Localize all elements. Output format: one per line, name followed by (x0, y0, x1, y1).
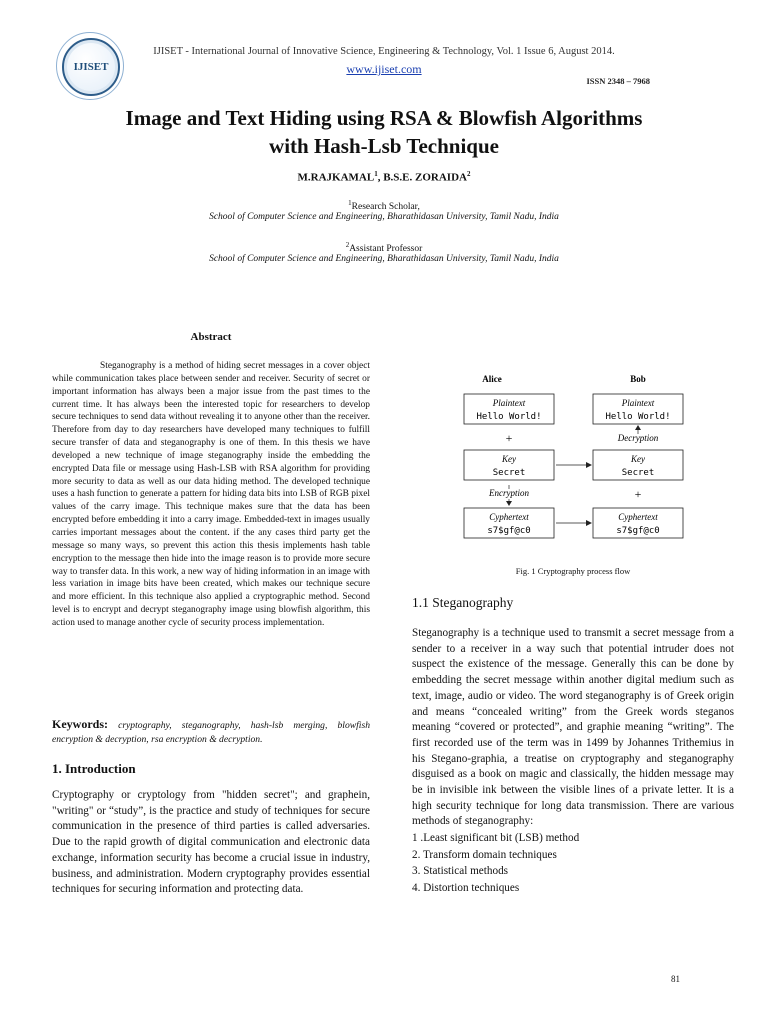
alice-key-label: Key (502, 454, 516, 464)
alice-cipher-value: s7$gf@c0 (487, 526, 531, 536)
paper-title-line2: with Hash-Lsb Technique (269, 134, 499, 158)
authors (0, 170, 768, 184)
cipher-arrowhead (586, 520, 592, 526)
affiliation-1-institution (0, 210, 768, 224)
abstract-body: Steganography is a method of hiding secret messages in a cover object while communication takes place between sender and receiver. Security of secret or important information has always been a major issue from the past times to the current time. It has always been the interested topic for researchers to develop secure techniques to send data without revealing it to anyone other than the receiver. Therefore from day to day researchers have developed many techniques to fulfill secure transfer of data and steganography is one of them. In this thesis we have developed a new technique of image steganography inside the embedding the encrypted Data file or message using Hash-LSB with RSA algorithm for providing more security to data as well as our data hiding method. The developed technique uses a hash function to generate a pattern for hiding data bits into LSB of RGB pixel values of the carry image. This technique makes sure that the data has been encrypted before embedding it into a carry image. Embedded-text in images usually carries important messages about the content. if the any cases third party get the message so many ways, so prevent this action this thesis implements hash table encryption to the message then hide into the image reason is to provide more secure way to transfer data. In this work, a new way of hiding information in an image with less variation in image bits have been created, which makes our technique secure and more efficient. In this technique also applied a cryptographic method. Second level is to encrypt and decrypt steganography image using blowfish algorithm, this action used to manage another cycle of security process implementation. (52, 361, 370, 628)
bob-key-value: Secret (621, 468, 655, 478)
stego-method-2: 2. Transform domain techniques (412, 848, 557, 861)
logo-text: IJISET (73, 61, 109, 73)
decryption-arrowhead (635, 425, 641, 430)
affiliation-2-institution (0, 252, 768, 266)
aff-2-role-text: Assistant Professor (349, 244, 423, 255)
alice-plus-sign: + (505, 431, 513, 445)
keywords-paragraph (52, 717, 370, 747)
journal-line: IJISET - International Journal of Innovative Science, Engineering & Technology, Vol. 1 Issue 6, August 2014. (153, 46, 615, 57)
stego-method-3: 3. Statistical methods (412, 865, 509, 878)
intro-body: Cryptography or cryptology from "hidden secret"; and graphein, "writing" or “study”, is the practice and study of techniques for secure communication in the presence of third parties is called adversaries. Due to the rapid growth of digital communication and electronic data exchange, information security has become a crucial issue in industry, business, and administration. Modern cryptography provides essential techniques for securing information and protecting data. (52, 789, 370, 896)
journal-website-link[interactable]: www.ijiset.com (346, 62, 422, 76)
keywords-text: cryptography, steganography, hash-lsb merging, blowfish encryption & decryption, rsa encryption & decryption. (52, 720, 370, 745)
bob-key-label: Key (631, 454, 645, 464)
author-2: , B.S.E. ZORAIDA (377, 171, 467, 184)
aff-1-role-text: Research Scholar, (351, 202, 420, 213)
alice-key-value: Secret (492, 468, 526, 478)
alice-plaintext-value: Hello World! (476, 412, 542, 422)
bob-plaintext-label: Plaintext (621, 398, 655, 408)
paper-title-line1: Image and Text Hiding using RSA & Blowfish Algorithms (125, 106, 643, 130)
author-2-sup: 2 (466, 170, 471, 178)
stego-heading: 1.1 Steganography (412, 595, 514, 610)
aff-1-inst-text: School of Computer Science and Engineering, Bharathidasan University, Tamil Nadu, India (209, 212, 559, 222)
stego-body: Steganography is a technique used to transmit a secret message from a sender to a receiver in a way such that potential intruder does not suspect the existence of the message. Generally this can be done by embedding the secret message within another digital medium such as text, image, audio or video. The word steganography is of Greek origin and means “concealed writing” from the Greek words steganos meaning “covered or protected”, and graphie meaning “writing”. The first recorded use of the term was in 1499 by Johannes Trithemius in his Stegano-graphia, a treatise on cryptography and steganography disguised as a book on magic and classically, the hidden message may be in invisible ink between the visible lines of a private letter. It is a high security technique for long data transmission. There are various methods of steganography: (412, 627, 734, 828)
abstract-heading: Abstract (190, 331, 232, 343)
page-number: 81 (671, 974, 680, 984)
keywords-label: Keywords: (52, 717, 108, 731)
stego-method-1: 1 .Least significant bit (LSB) method (412, 832, 580, 845)
journal-website-wrap (0, 60, 768, 78)
aff-2-inst-text: School of Computer Science and Engineering, Bharathidasan University, Tamil Nadu, India (209, 254, 559, 264)
stego-section (412, 626, 734, 896)
intro-section (52, 788, 370, 898)
bob-plus-sign: + (634, 487, 642, 501)
aff-1-sup: 1 (348, 199, 352, 207)
alice-plaintext-label: Plaintext (492, 398, 526, 408)
stego-method-4: 4. Distortion techniques (412, 881, 520, 894)
figure-caption: Fig. 1 Cryptography process flow (515, 566, 631, 576)
bob-plaintext-value: Hello World! (605, 412, 671, 422)
diagram-bob-label: Bob (630, 374, 646, 384)
aff-2-sup: 2 (345, 241, 350, 249)
bob-cipher-value: s7$gf@c0 (616, 526, 660, 536)
encryption-arrowhead (506, 501, 512, 506)
diagram-alice-label: Alice (482, 374, 502, 384)
author-1: M.RAJKAMAL (297, 171, 375, 184)
intro-heading: 1. Introduction (52, 761, 136, 776)
alice-cipher-label: Cyphertext (489, 512, 529, 522)
key-arrowhead (586, 462, 592, 468)
keywords-section (52, 717, 370, 747)
abstract-section (52, 360, 370, 630)
author-1-sup: 1 (374, 170, 378, 178)
decryption-label: Decryption (617, 433, 659, 443)
issn: ISSN 2348 – 7968 (586, 76, 650, 86)
bob-cipher-label: Cyphertext (618, 512, 658, 522)
cryptography-diagram (452, 368, 706, 548)
encryption-label: Encryption (489, 488, 529, 498)
